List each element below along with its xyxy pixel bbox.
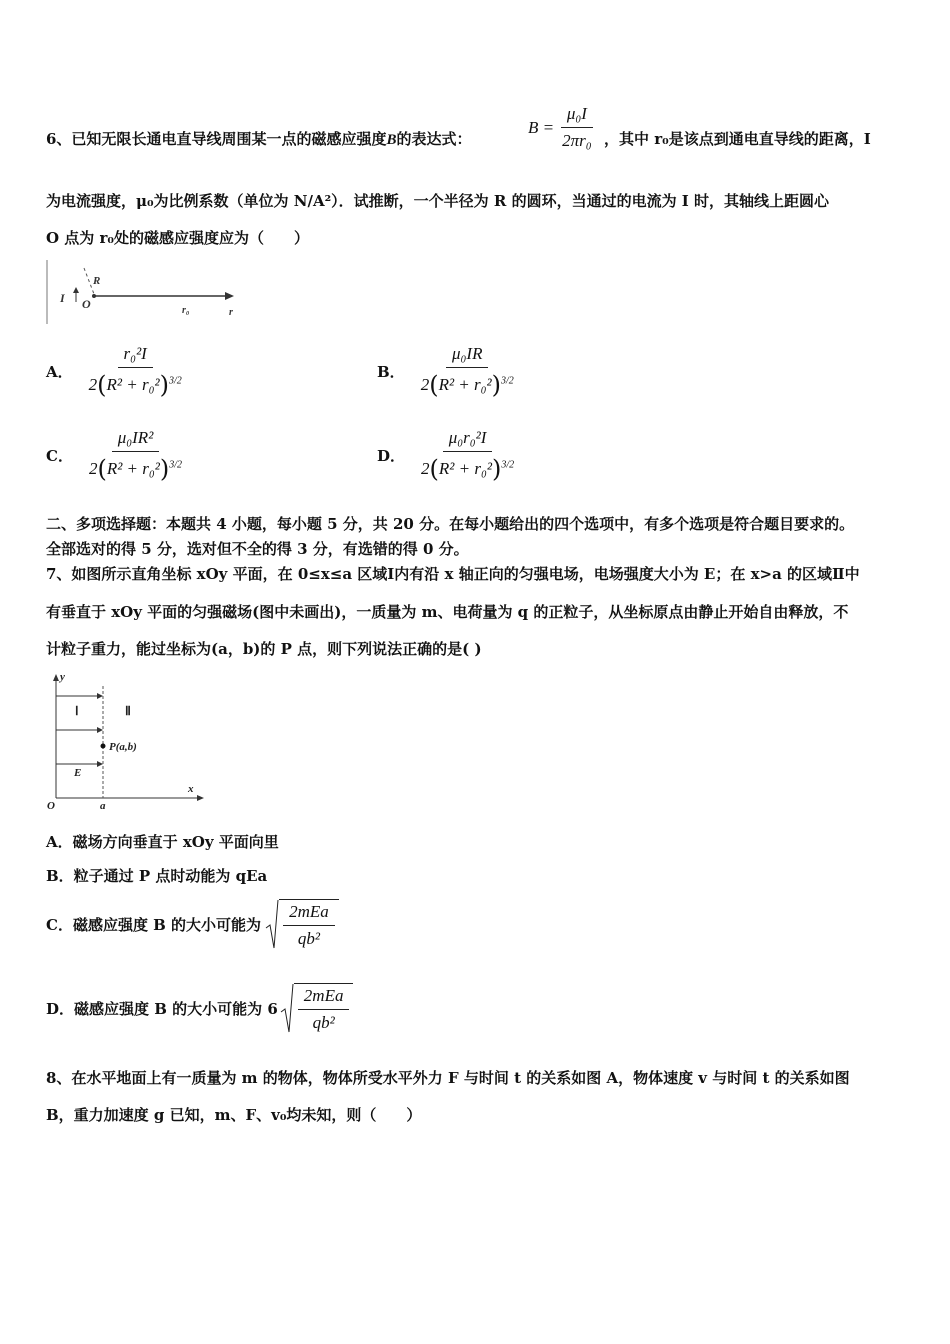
q6-line2: 为电流强度，μ₀为比例系数（单位为 N/A²）．试推断，一个半径为 R 的圆环，当通过的电流为 I 时，其轴线上距圆心 — [46, 192, 830, 210]
q7-figure-label-p: P(a,b) — [109, 741, 137, 753]
q6-option-d-fraction — [415, 428, 520, 483]
q6-option-d-den: $2(R^2 + r_0^2)^{3/2}$ — [421, 455, 515, 483]
q6-option-a[interactable] — [46, 344, 188, 399]
q6-line1-prefix: 6、已知无限长通电直导线周围某一点的磁感应强度 — [46, 130, 387, 148]
q6-option-a-num: r₀²I — [118, 344, 153, 368]
q6-option-b-label: B． — [377, 363, 405, 381]
q6-option-b-fraction — [415, 344, 520, 399]
q6-line1-suffix: ，其中 r₀是该点到通电直导线的距离，I — [604, 130, 871, 148]
q7-figure-field-arrow-3 — [97, 761, 103, 767]
q6-option-b[interactable] — [377, 344, 520, 399]
q7-option-d-den: qb² — [312, 1013, 335, 1032]
q6-option-a-den: $2(R^2 + r_0^2)^{3/2}$ — [88, 371, 182, 399]
q7-option-d-sqrt — [280, 982, 354, 1034]
q6-option-b-den-pre: 2 — [420, 375, 430, 394]
q7-option-a[interactable]: A．磁场方向垂直于 xOy 平面向里 — [46, 833, 279, 851]
q6-option-c-fraction — [83, 428, 188, 483]
q7-figure-label-y: y — [60, 671, 65, 683]
q6-option-c-den-in: R² + r₀² — [106, 459, 160, 478]
q7-option-c-fraction — [279, 899, 339, 949]
q6-formula-fraction — [556, 104, 598, 151]
section2-line1: 二、多项选择题：本题共 4 小题，每小题 5 分，共 20 分。在每小题给出的四个选项中，有多个选项是符合题目要求的。 — [46, 515, 855, 533]
q7-line2: 有垂直于 xOy 平面的匀强磁场(图中未画出)，一质量为 m、电荷量为 q 的正粒子，从坐标原点由静止开始自由释放，不 — [46, 603, 849, 621]
q6-formula-lhs: B = — [528, 117, 555, 137]
q7-option-c-text: C．磁感应强度 B 的大小可能为 — [46, 915, 262, 934]
q7-option-d-fraction — [294, 983, 354, 1033]
q6-option-a-den-pre: 2 — [88, 375, 98, 394]
q7-option-c-num: 2mEa — [283, 902, 335, 926]
q7-option-d-radical-sign — [280, 982, 294, 1034]
q7-figure-label-a: a — [100, 800, 106, 812]
q7-option-c[interactable] — [46, 898, 339, 950]
q6-formula-num: μ₀I — [561, 104, 593, 128]
q7-line3: 计粒子重力，能过坐标为(a，b)的 P 点，则下列说法正确的是( ) — [46, 640, 482, 658]
q6-formula — [528, 104, 598, 151]
q6-option-c-den-pre: 2 — [88, 459, 98, 478]
q7-option-d-text: D．磁感应强度 B 的大小可能为 6 — [46, 999, 278, 1018]
q6-option-d-den-exp: 3/2 — [501, 459, 515, 471]
q7-figure-label-o: O — [47, 800, 55, 812]
q6-figure-label-r0: r₀ — [182, 305, 190, 316]
q6-formula-den: 2πr₀ — [562, 131, 592, 150]
q7-line1: 7、如图所示直角坐标 xOy 平面，在 0≤x≤a 区域Ⅰ内有沿 x 轴正向的匀强电场，电场强度大小为 E；在 x>a 的区域Ⅱ中 — [46, 565, 860, 583]
q6-option-a-fraction — [83, 344, 188, 399]
q7-figure-label-region2: Ⅱ — [125, 704, 131, 718]
q6-option-c-label: C． — [46, 447, 73, 465]
q6-figure-label-O: O — [82, 297, 91, 311]
q7-option-d[interactable] — [46, 982, 353, 1034]
q6-line1 — [46, 128, 471, 149]
q6-option-c-den-exp: 3/2 — [169, 459, 183, 471]
q7-option-b[interactable]: B．粒子通过 P 点时动能为 qEa — [46, 867, 268, 885]
q6-figure-arrowhead — [225, 292, 234, 300]
q6-line3: O 点为 r₀处的磁感应强度应为（ ） — [46, 229, 309, 247]
q7-figure-x-arrowhead — [197, 795, 204, 801]
q6-option-c-den: $2(R^2 + r_0^2)^{3/2}$ — [88, 455, 183, 483]
q6-figure-label-I: I — [60, 291, 65, 305]
q7-option-c-den: qb² — [297, 929, 320, 948]
q6-option-d[interactable] — [377, 428, 520, 483]
q7-figure-y-arrowhead — [53, 674, 59, 681]
q6-line1-after: 的表达式： — [396, 130, 472, 148]
q6-figure — [44, 258, 244, 328]
q8-line2: B，重力加速度 g 已知，m、F、v₀均未知，则（ ） — [46, 1106, 422, 1124]
q6-option-b-den-in: R² + r₀² — [438, 375, 492, 394]
q7-figure — [40, 668, 215, 813]
q6-option-c-num: μ₀IR² — [112, 428, 160, 452]
q7-option-c-radical-sign — [265, 898, 279, 950]
q7-figure-field-arrow-1 — [97, 693, 103, 699]
q6-option-d-den-pre: 2 — [421, 459, 430, 478]
q6-figure-label-R: R — [93, 275, 101, 287]
q6-line1-var: B — [386, 132, 397, 148]
q7-figure-point-p — [101, 744, 106, 749]
q7-figure-label-region1: Ⅰ — [75, 704, 79, 718]
q6-figure-label-r: r — [229, 307, 233, 318]
q6-option-a-den-in: R² + r₀² — [106, 375, 160, 394]
q7-option-c-sqrt — [265, 898, 339, 950]
q7-figure-label-e: E — [74, 767, 82, 779]
q6-option-b-den: $2(R^2 + r_0^2)^{3/2}$ — [420, 371, 514, 399]
q6-option-a-label: A． — [46, 363, 73, 381]
q8-line1: 8、在水平地面上有一质量为 m 的物体，物体所受水平外力 F 与时间 t 的关系如图 A，物体速度 v 与时间 t 的关系如图 — [46, 1069, 850, 1087]
q7-figure-field-arrow-2 — [97, 727, 103, 733]
q7-option-d-num: 2mEa — [298, 986, 350, 1010]
q6-option-d-num: μ₀r₀²I — [443, 428, 493, 452]
q6-option-b-den-exp: 3/2 — [501, 375, 514, 387]
q6-option-a-den-exp: 3/2 — [168, 375, 182, 387]
q6-option-d-label: D． — [377, 447, 406, 465]
q6-figure-origin-dot — [92, 294, 96, 298]
q6-figure-current-arrowhead — [73, 287, 79, 293]
q7-figure-label-x: x — [188, 783, 194, 795]
section2-line2: 全部选对的得 5 分，选对但不全的得 3 分，有选错的得 0 分。 — [46, 540, 469, 558]
q6-option-c[interactable] — [46, 428, 188, 483]
q6-option-b-num: μ₀IR — [446, 344, 489, 368]
q6-option-d-den-in: R² + r₀² — [438, 459, 492, 478]
